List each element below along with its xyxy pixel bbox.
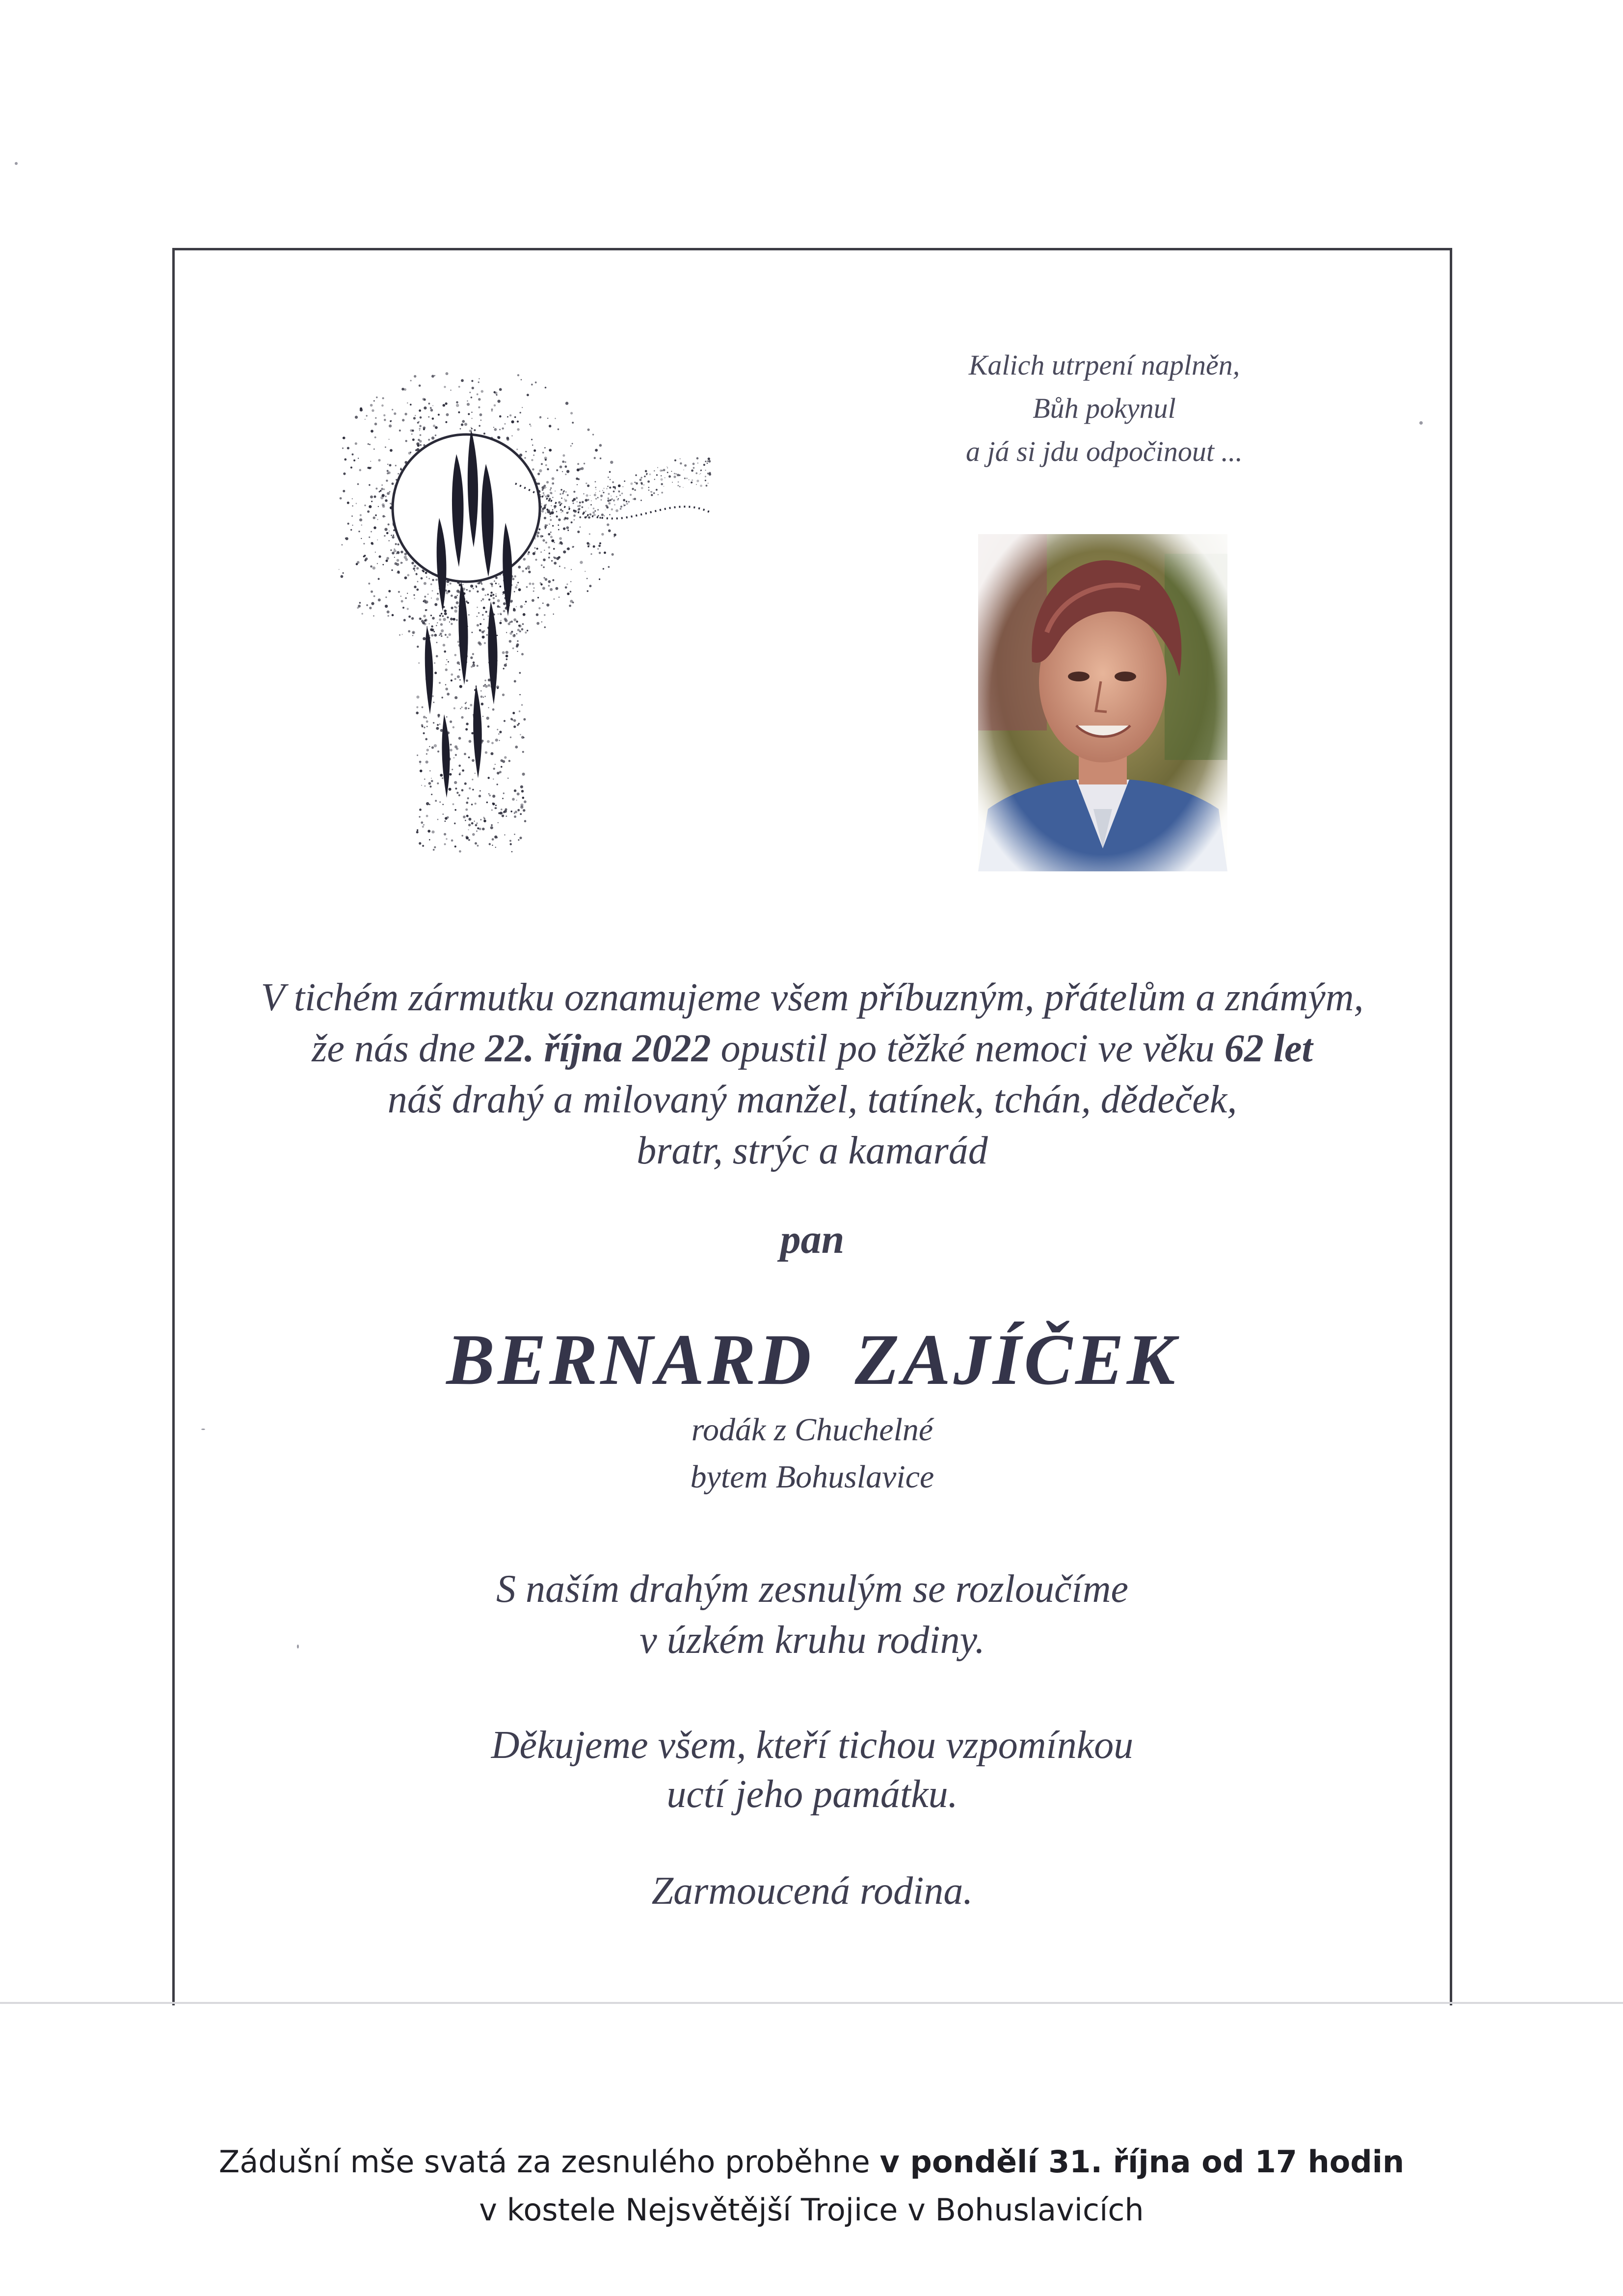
thanks-line: Děkujeme všem, kteří tichou vzpomínkou bbox=[491, 1724, 1134, 1767]
death-announcement bbox=[172, 972, 1452, 1176]
deceased-origin bbox=[172, 1406, 1452, 1501]
farewell-line: v úzkém kruhu rodiny. bbox=[639, 1619, 985, 1662]
announcement-line: náš drahý a milovaný manžel, tatínek, tchán, dědeček, bbox=[387, 1078, 1237, 1121]
birthplace: rodák z Chuchelné bbox=[691, 1412, 933, 1448]
residence: bytem Bohuslavice bbox=[690, 1459, 934, 1495]
memorial-mass-info bbox=[0, 2138, 1623, 2234]
scan-divider bbox=[0, 2002, 1623, 2004]
mass-location: v kostele Nejsvětější Trojice v Bohuslavicích bbox=[479, 2192, 1144, 2228]
farewell-line: S naším drahým zesnulým se rozloučíme bbox=[496, 1567, 1128, 1611]
poem bbox=[859, 344, 1350, 473]
death-date: 22. října 2022 bbox=[485, 1027, 711, 1070]
deceased-name: BERNARD ZAJÍČEK bbox=[446, 1320, 1178, 1400]
poem-line: Kalich utrpení naplněn, bbox=[968, 349, 1240, 381]
mass-text: Zádušní mše svatá za zesnulého proběhne bbox=[218, 2144, 880, 2180]
family-signature: Zarmoucená rodina. bbox=[651, 1869, 973, 1913]
poem-line: Bůh pokynul bbox=[1033, 392, 1176, 424]
mass-datetime: v pondělí 31. října od 17 hodin bbox=[879, 2144, 1405, 2180]
poem-line: a já si jdu odpočinout ... bbox=[966, 435, 1243, 467]
announcement-text: že nás dne bbox=[312, 1027, 485, 1070]
announcement-line bbox=[172, 1023, 1452, 1074]
announcement-text: opustil po těžké nemoci ve věku bbox=[711, 1027, 1224, 1070]
announcement-line: bratr, strýc a kamarád bbox=[637, 1129, 988, 1172]
thanks-line: uctí jeho památku. bbox=[666, 1773, 958, 1816]
honorific-title: pan bbox=[780, 1216, 845, 1262]
farewell-note bbox=[172, 1564, 1452, 1666]
portrait-photo bbox=[978, 534, 1227, 871]
thanks-note bbox=[172, 1721, 1452, 1819]
age-at-death: 62 let bbox=[1224, 1027, 1313, 1070]
scan-speck bbox=[15, 162, 18, 165]
mass-line bbox=[0, 2138, 1623, 2186]
scan-speck bbox=[1419, 421, 1423, 425]
candle-emblem-icon bbox=[339, 371, 761, 866]
announcement-line: V tichém zármutku oznamujeme všem příbuzným, přátelům a známým, bbox=[261, 976, 1364, 1019]
